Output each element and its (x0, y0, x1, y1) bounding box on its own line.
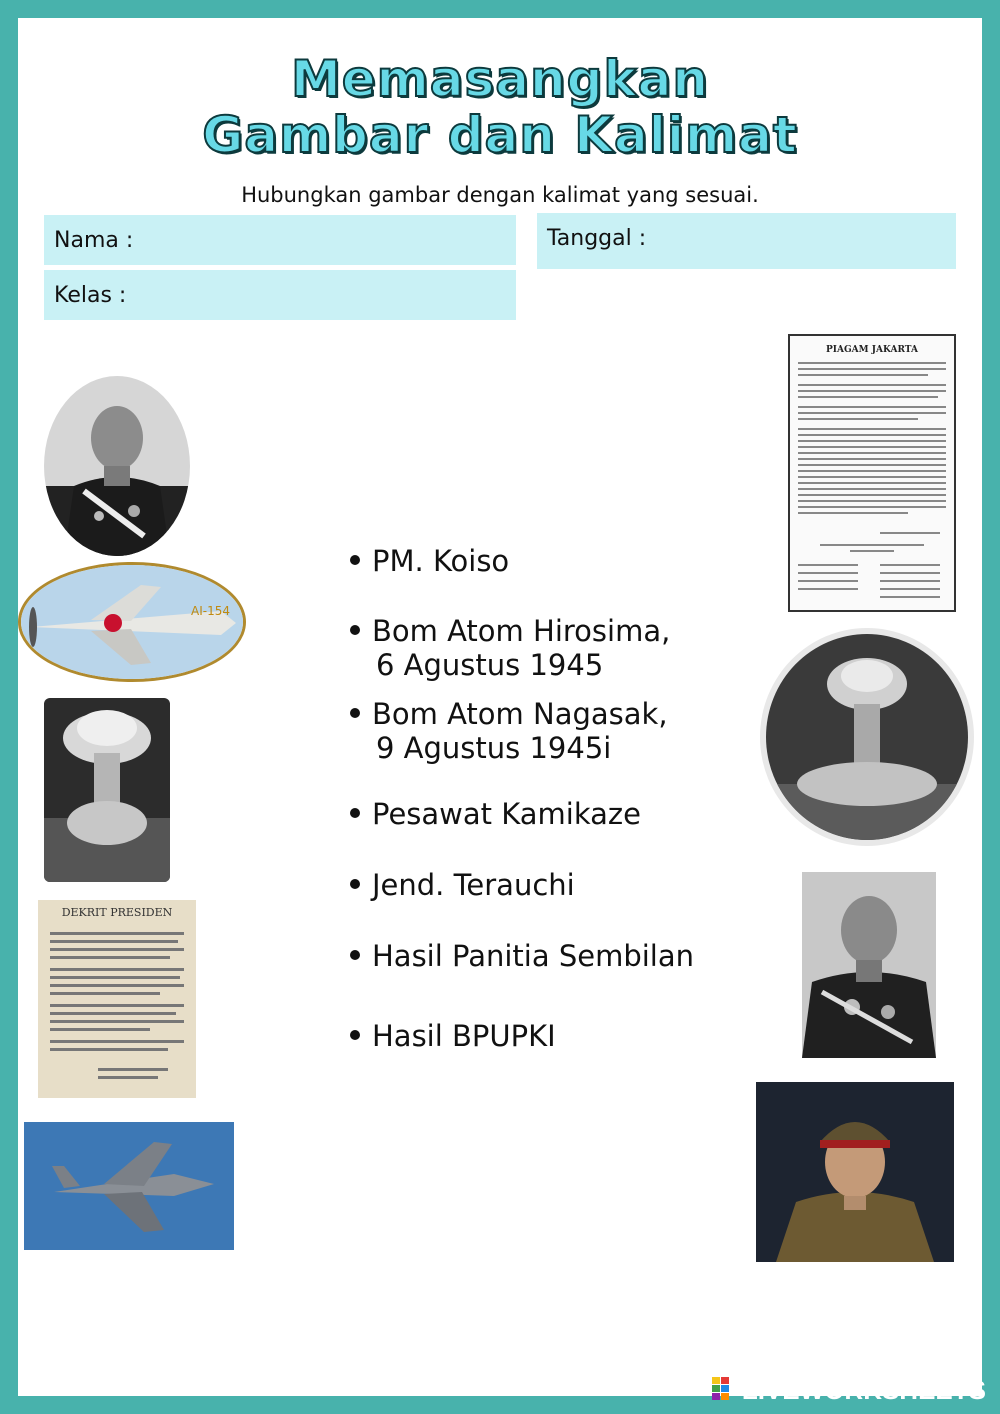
match-item-5[interactable]: Jend. Terauchi (350, 868, 575, 902)
tanggal-field[interactable]: Tanggal : (537, 213, 956, 269)
footer-text: LIVEWORKSHEETS (741, 1375, 986, 1406)
photo-jend-terauchi[interactable] (802, 872, 936, 1058)
bullet-icon (350, 1030, 360, 1040)
bullet-icon (350, 708, 360, 718)
photo-nagasaki-mushroom-cloud[interactable] (44, 698, 170, 882)
dekrit-title: DEKRIT PRESIDEN (61, 906, 173, 919)
plane-code-label: AI-154 (191, 604, 230, 618)
bullet-icon (350, 625, 360, 635)
title-line-2: Gambar dan Kalimat (202, 106, 798, 164)
photo-dekrit-presiden-document[interactable] (38, 900, 196, 1098)
match-item-1[interactable]: PM. Koiso (350, 544, 509, 578)
match-item-2[interactable]: Bom Atom Hirosima, 6 Agustus 1945 (350, 614, 670, 682)
bullet-icon (350, 950, 360, 960)
photo-piagam-jakarta-document[interactable] (788, 334, 956, 612)
photo-hiroshima-mushroom-cloud[interactable] (760, 628, 974, 846)
portrait-military-officer[interactable] (756, 1082, 954, 1262)
match-item-6[interactable]: Hasil Panitia Sembilan (350, 939, 694, 973)
photo-kamikaze-plane[interactable] (18, 562, 246, 682)
nama-field[interactable]: Nama : (44, 215, 516, 265)
bullet-icon (350, 808, 360, 818)
photo-modern-jet[interactable] (24, 1122, 234, 1250)
match-item-4[interactable]: Pesawat Kamikaze (350, 797, 641, 831)
kelas-field[interactable]: Kelas : (44, 270, 516, 320)
liveworksheets-logo-icon (712, 1377, 738, 1408)
liveworksheets-brand[interactable] (712, 1375, 986, 1408)
bullet-icon (350, 879, 360, 889)
match-item-7[interactable]: Hasil BPUPKI (350, 1019, 556, 1053)
instruction-text: Hubungkan gambar dengan kalimat yang sesuai. (241, 183, 759, 207)
bullet-icon (350, 555, 360, 565)
piagam-title: PIAGAM JAKARTA (826, 345, 918, 355)
match-item-3[interactable]: Bom Atom Nagasak, 9 Agustus 1945i (350, 697, 668, 765)
photo-pm-koiso[interactable] (44, 376, 190, 556)
title-line-1: Memasangkan (291, 50, 709, 108)
